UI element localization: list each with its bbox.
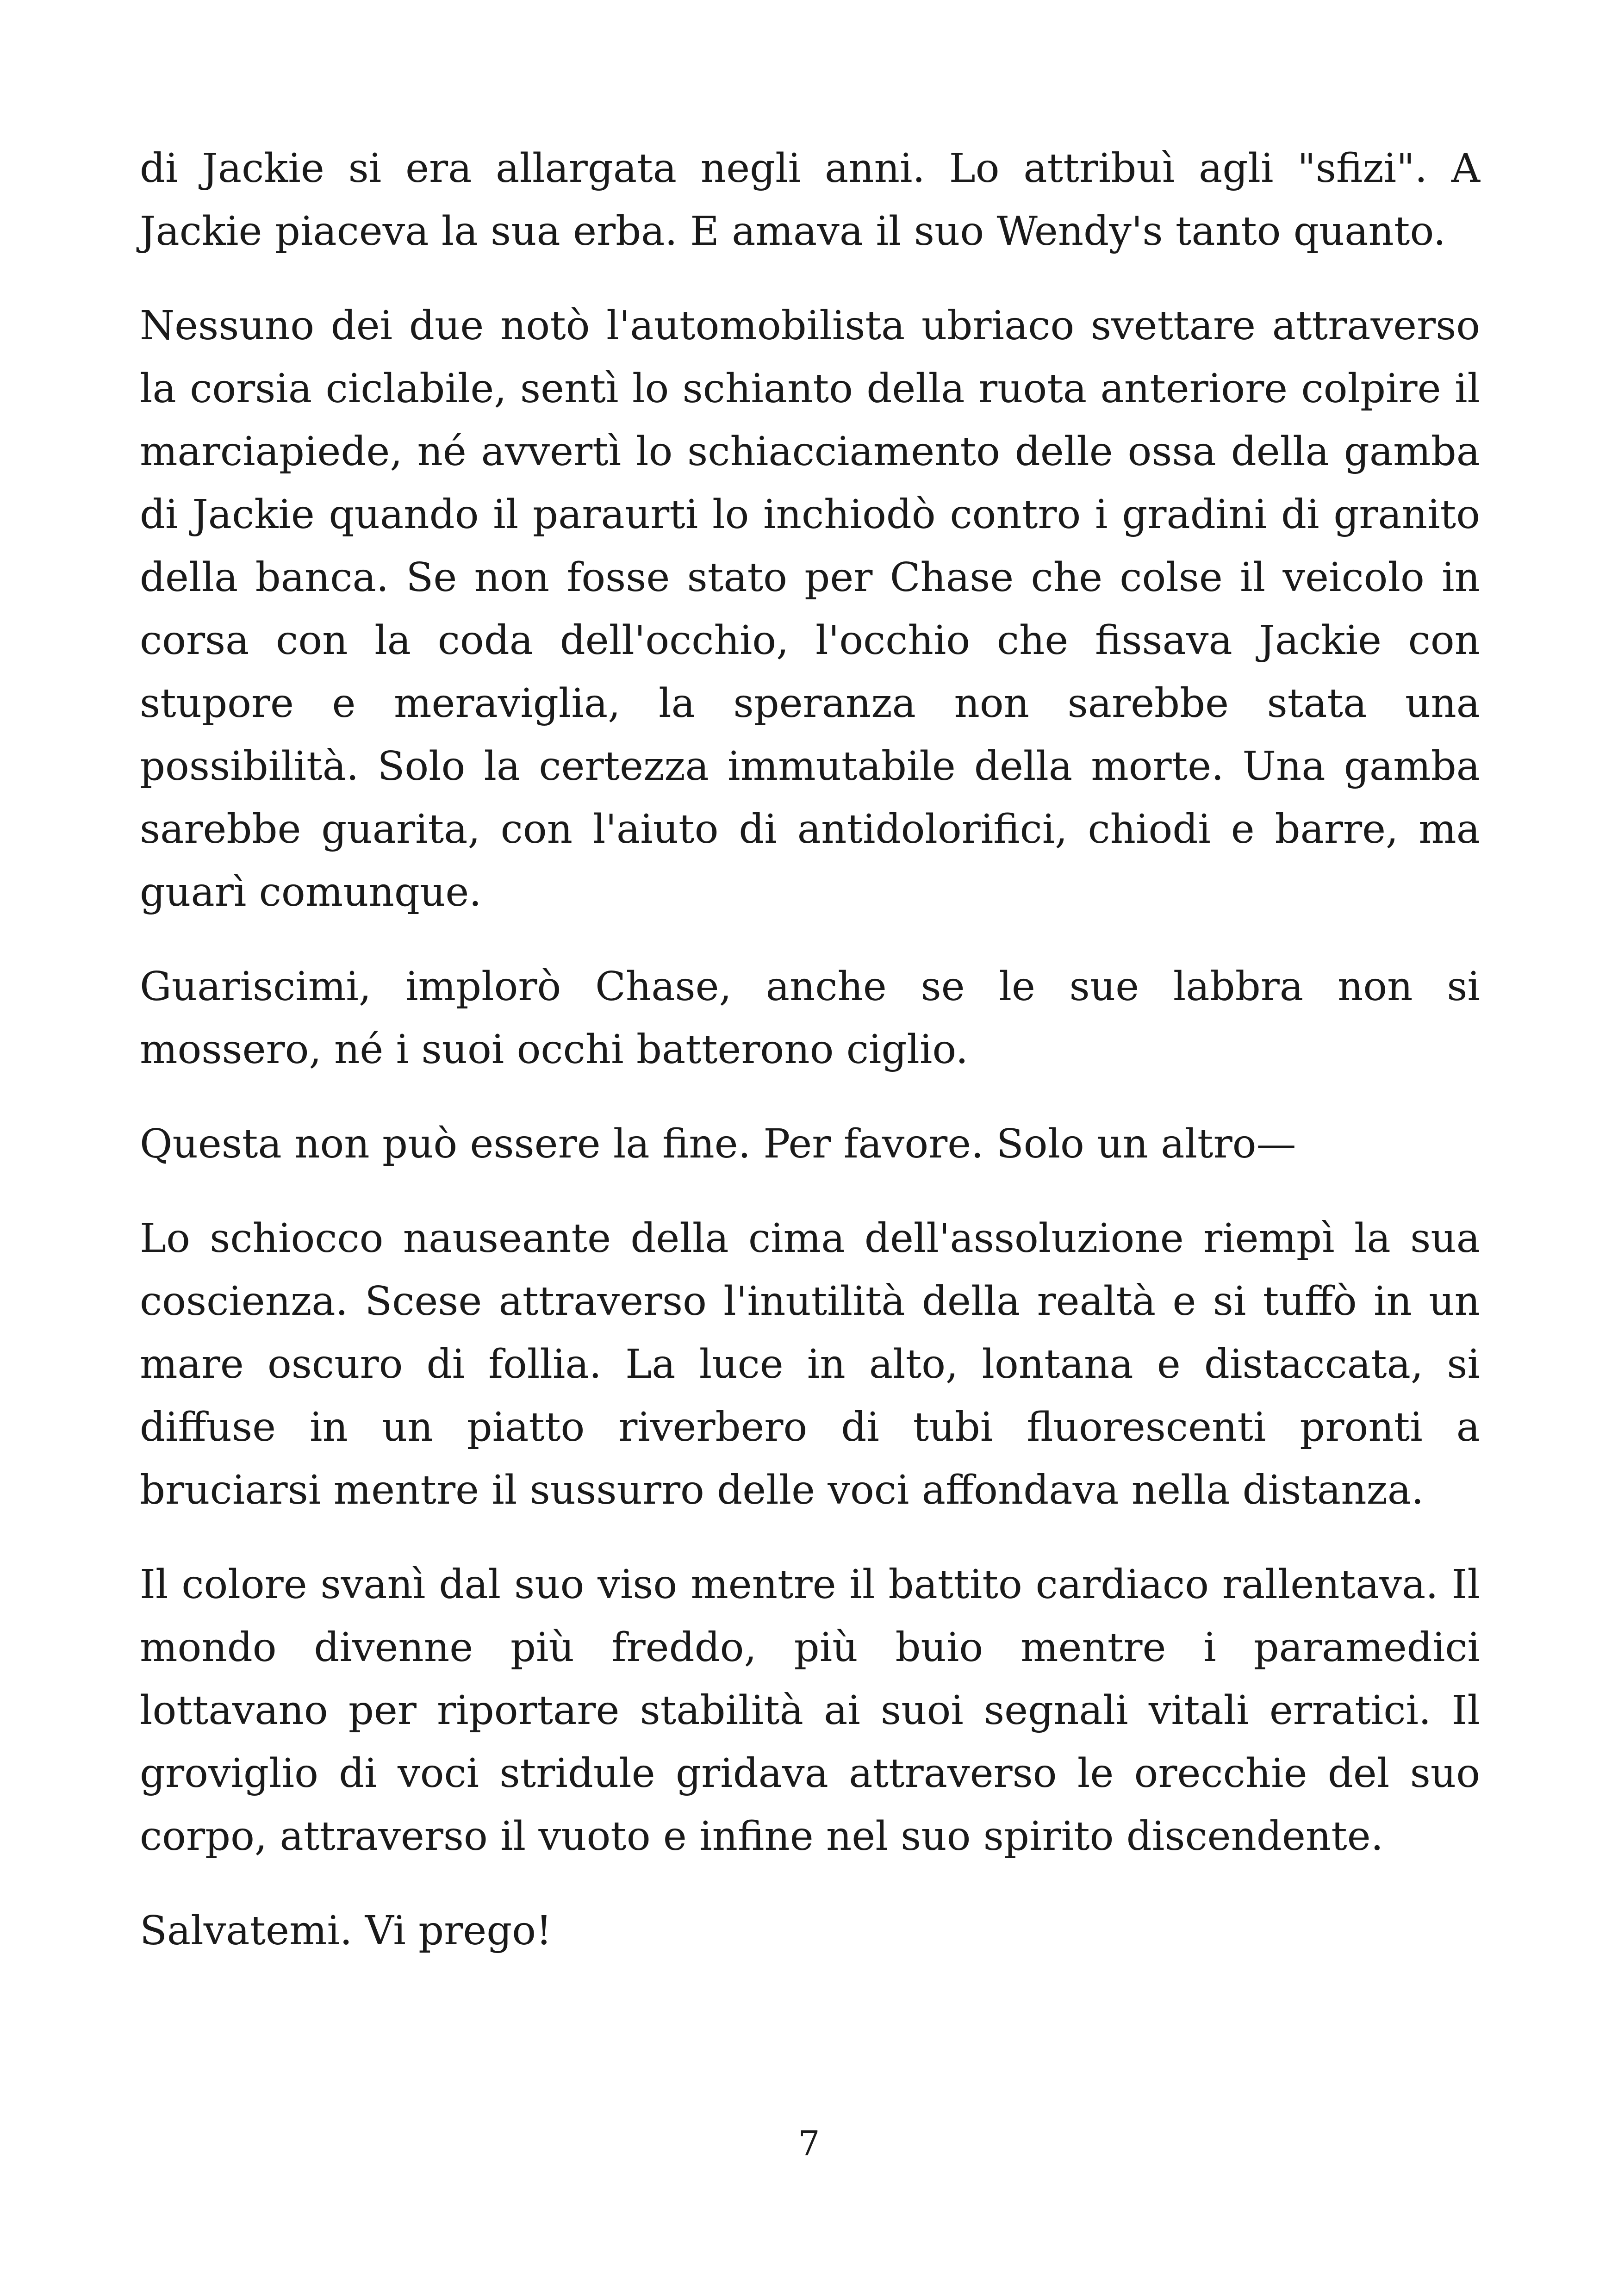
body-text — [140, 137, 1480, 1962]
paragraph: Guariscimi, implorò Chase, anche se le sue labbra non si mossero, né i suoi occhi batterono ciglio. — [140, 964, 1480, 1073]
paragraph: di Jackie si era allargata negli anni. Lo attribuì agli "sfizi". A Jackie piaceva la sua erba. E amava il suo Wendy's tanto quanto. — [140, 145, 1480, 255]
paragraph: Salvatemi. Vi prego! — [140, 1908, 552, 1954]
paragraph: Questa non può essere la fine. Per favore. Solo un altro— — [140, 1121, 1296, 1167]
paragraph: Nessuno dei due notò l'automobilista ubriaco svettare attraverso la corsia ciclabile, sentì lo schianto della ruota anteriore colpire il marciapiede, né avvertì lo schiacciamento delle ossa della gamba di Jackie quando il paraurti lo inchiodò contro i gradini di granito della banca. Se non fosse stato per Chase che colse il veicolo in corsa con la coda dell'occhio, l'occhio che fissava Jackie con stupore e meraviglia, la speranza non sarebbe stata una possibilità. Solo la certezza immutabile della morte. Una gamba sarebbe guarita, con l'aiuto di antidolorifici, chiodi e barre, ma guarì comunque. — [140, 303, 1480, 915]
paragraph: Il colore svanì dal suo viso mentre il battito cardiaco rallentava. Il mondo divenne più freddo, più buio mentre i paramedici lottavano per riportare stabilità ai suoi segnali vitali erratici. Il groviglio di voci stridule gridava attraverso le orecchie del suo corpo, attraverso il vuoto e infine nel suo spirito discendente. — [140, 1562, 1480, 1860]
page-number: 7 — [798, 2124, 820, 2164]
paragraph: Lo schiocco nauseante della cima dell'assoluzione riempì la sua coscienza. Scese attraverso l'inutilità della realtà e si tuffò in un mare oscuro di follia. La luce in alto, lontana e distaccata, si diffuse in un piatto riverbero di tubi fluorescenti pronti a bruciarsi mentre il sussurro delle voci affondava nella distanza. — [140, 1215, 1480, 1513]
